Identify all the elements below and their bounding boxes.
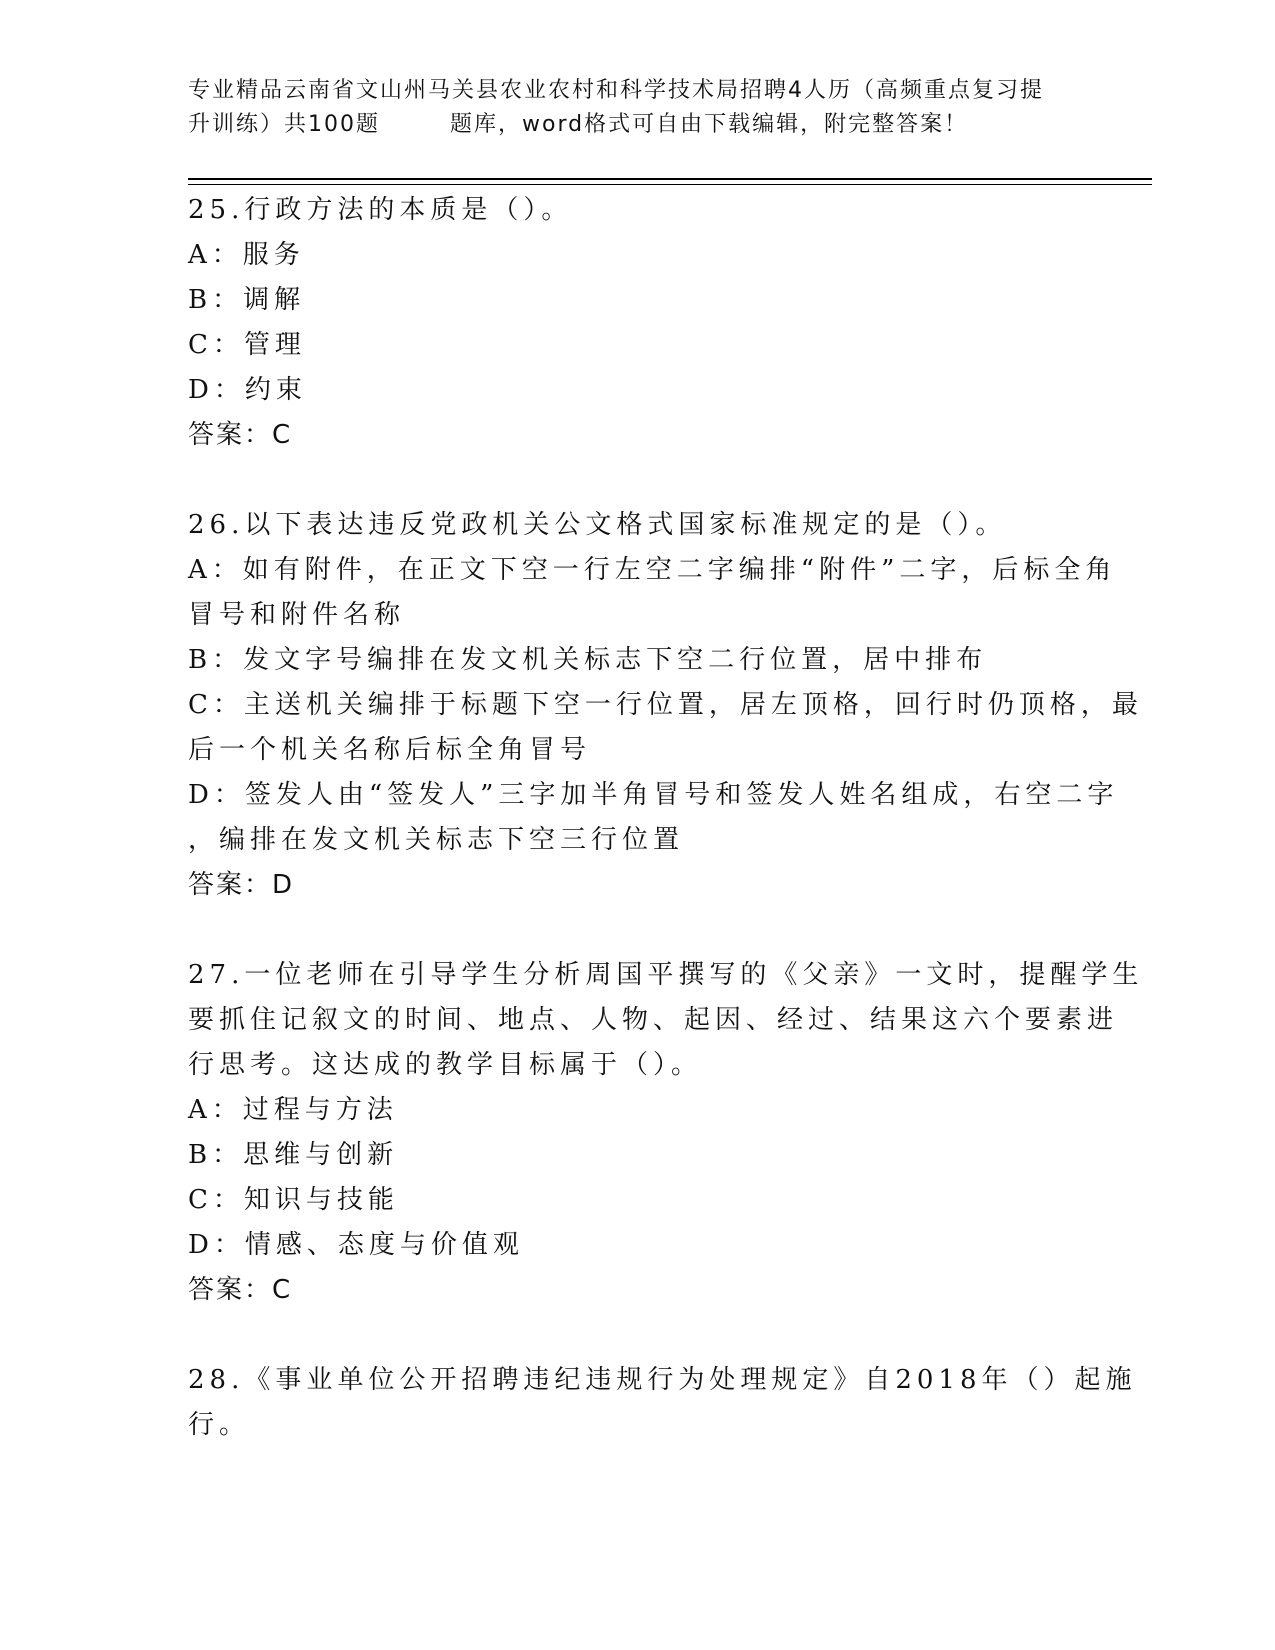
question-25-answer: 答案：C [188,420,293,450]
question-25-stem: 25.行政方法的本质是（）。 [188,195,573,225]
question-27-stem-cont-2: 行思考。这达成的教学目标属于（）。 [188,1050,703,1080]
question-26 [188,503,1143,908]
question-27-stem: 27.一位老师在引导学生分析周国平撰写的《父亲》一文时，提醒学生 [188,960,1144,990]
question-27-option-c: C：知识与技能 [188,1185,399,1215]
question-26-option-a: A：如有附件，在正文下空一行左空二字编排“附件”二字，后标全角 [188,555,1117,585]
question-25-option-c: C：管理 [188,330,306,360]
header-line-2-right: 题库，word格式可自由下载编辑，附完整答案！ [450,112,969,137]
question-26-stem: 26.以下表达违反党政机关公文格式国家标准规定的是（）。 [188,510,1007,540]
question-25-option-d: D：约束 [188,375,307,405]
question-26-option-d-cont: ，编排在发文机关标志下空三行位置 [188,825,685,855]
question-26-option-c: C：主送机关编排于标题下空一行位置，居左顶格，回行时仍顶格，最 [188,690,1143,720]
header-line-2 [188,108,1088,142]
question-27 [188,953,1144,1313]
question-27-option-b: B：思维与创新 [188,1140,399,1170]
document-header [188,74,1088,142]
question-27-answer: 答案：C [188,1275,293,1305]
question-25-option-b: B：调解 [188,285,306,315]
header-divider-thick [188,178,1152,180]
question-26-option-c-cont: 后一个机关名称后标全角冒号 [188,735,592,765]
question-28 [188,1358,1137,1448]
question-25-option-a: A：服务 [188,240,305,270]
question-26-option-a-cont: 冒号和附件名称 [188,600,406,630]
header-divider-thin [188,184,1152,185]
question-28-stem: 28.《事业单位公开招聘违纪违规行为处理规定》自2018年（）起施 [188,1365,1137,1395]
question-27-stem-cont-1: 要抓住记叙文的时间、地点、人物、起因、经过、结果这六个要素进 [188,1005,1119,1035]
question-28-stem-cont: 行。 [188,1410,251,1440]
question-25 [188,188,1088,458]
question-26-answer: 答案：D [188,870,295,900]
question-27-option-d: D：情感、态度与价值观 [188,1230,524,1260]
header-line-2-left: 升训练）共100题 [188,112,380,137]
question-26-option-d: D：签发人由“签发人”三字加半角冒号和签发人姓名组成，右空二字 [188,780,1119,810]
header-line-1: 专业精品云南省文山州马关县农业农村和科学技术局招聘4人历（高频重点复习提 [188,78,1044,103]
question-26-option-b: B：发文字号编排在发文机关标志下空二行位置，居中排布 [188,645,988,675]
question-27-option-a: A：过程与方法 [188,1095,398,1125]
question-list [188,188,1144,1448]
